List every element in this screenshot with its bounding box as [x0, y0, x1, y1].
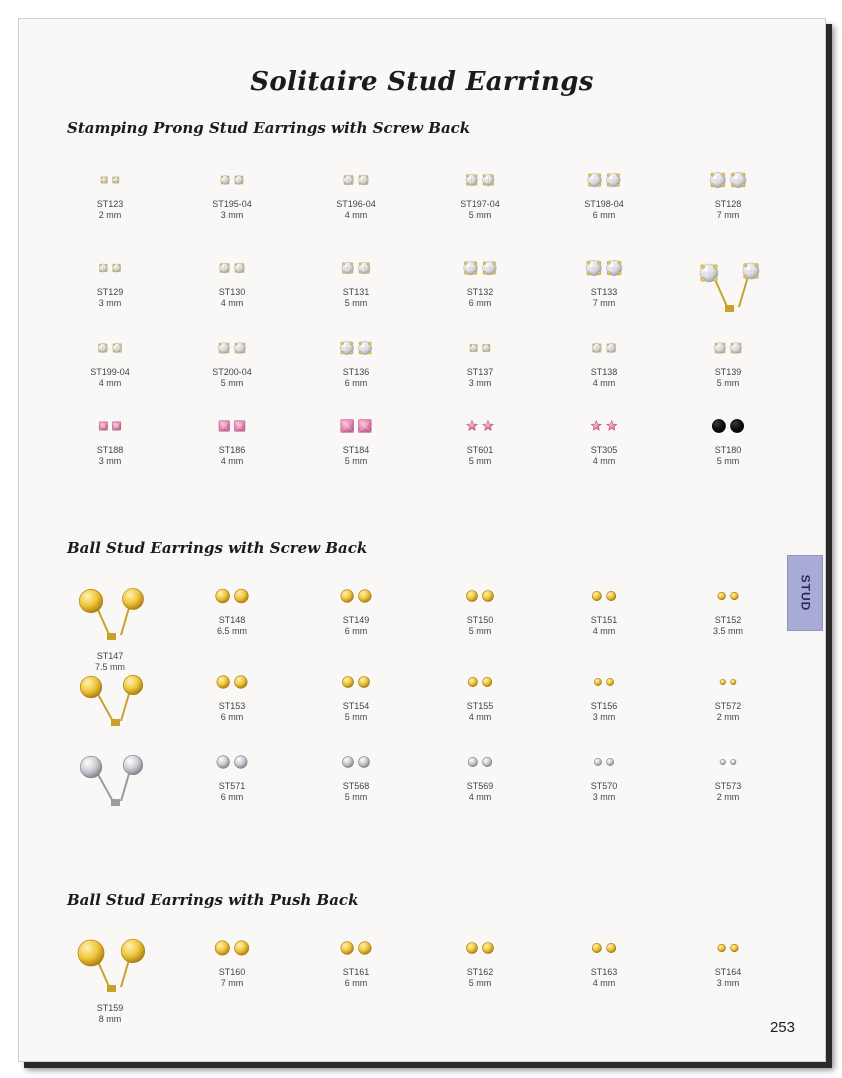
product-code: ST148: [218, 615, 246, 625]
product-code: ST573: [714, 781, 742, 791]
product-item-st136: [301, 333, 411, 389]
product-size: 2 mm: [98, 210, 122, 220]
section-title-ball-push-back: Ball Stud Earrings with Push Back: [67, 891, 359, 909]
product-size: 4 mm: [468, 712, 492, 722]
product-size: 4 mm: [592, 378, 616, 388]
product-item-st162: [425, 933, 535, 989]
product-code: ST186: [218, 445, 246, 455]
product-item-st130: [177, 253, 287, 309]
earring-image: [301, 667, 411, 697]
product-size: 3.5 mm: [712, 626, 743, 636]
product-size: 3 mm: [468, 378, 492, 388]
earring-image: [177, 333, 287, 363]
earring-image: [673, 933, 783, 963]
product-item-st155: [425, 667, 535, 723]
product-item-st186: [177, 411, 287, 467]
earring-image: [549, 581, 659, 611]
product-size: 7.5 mm: [94, 662, 125, 672]
earring-image: [177, 667, 287, 697]
product-size: 5 mm: [468, 978, 492, 988]
product-code: ST150: [466, 615, 494, 625]
earring-image: [177, 581, 287, 611]
product-size: 3 mm: [592, 712, 616, 722]
earring-image: [425, 411, 535, 441]
earring-image: [301, 411, 411, 441]
page-number: 253: [769, 1019, 795, 1036]
product-size: 5 mm: [716, 378, 740, 388]
page-title: Solitaire Stud Earrings: [250, 67, 594, 97]
product-item-st151: [549, 581, 659, 637]
product-code: ST132: [466, 287, 494, 297]
earring-image: [55, 253, 165, 283]
earring-image: [425, 333, 535, 363]
product-item-st188: [55, 411, 165, 467]
product-size: 7 mm: [592, 298, 616, 308]
product-size: 6 mm: [220, 712, 244, 722]
product-size: 6.5 mm: [216, 626, 247, 636]
product-size: 2 mm: [716, 712, 740, 722]
product-size: 3 mm: [220, 210, 244, 220]
product-code: ST188: [96, 445, 124, 455]
product-size: 4 mm: [468, 792, 492, 802]
product-code: ST152: [714, 615, 742, 625]
product-item-st197-04: [425, 165, 535, 221]
product-item-st138: [549, 333, 659, 389]
earring-image: [549, 747, 659, 777]
section-title-ball-screw-back: Ball Stud Earrings with Screw Back: [67, 539, 368, 557]
product-item-st137: [425, 333, 535, 389]
product-code: ST162: [466, 967, 494, 977]
earring-image: [673, 333, 783, 363]
product-size: 3 mm: [98, 298, 122, 308]
product-size: 5 mm: [716, 456, 740, 466]
earring-image: [425, 933, 535, 963]
earring-image: [673, 165, 783, 195]
earring-image: [55, 165, 165, 195]
earring-image: [301, 581, 411, 611]
product-item-st573: [673, 747, 783, 803]
product-code: ST163: [590, 967, 618, 977]
earring-image: [549, 667, 659, 697]
product-code: ST137: [466, 367, 494, 377]
earring-image: [177, 165, 287, 195]
product-item-st305: [549, 411, 659, 467]
product-item-st147: [55, 581, 165, 673]
earring-image: [55, 933, 165, 999]
earring-image: [301, 747, 411, 777]
product-size: 6 mm: [592, 210, 616, 220]
earring-image: [549, 253, 659, 283]
product-code: ST568: [342, 781, 370, 791]
product-item-st200-04: [177, 333, 287, 389]
product-size: 5 mm: [344, 456, 368, 466]
stud-tab-label: STUD: [798, 574, 813, 612]
product-size: 3 mm: [716, 978, 740, 988]
product-code: ST197-04: [460, 199, 500, 209]
product-code: ST149: [342, 615, 370, 625]
product-size: 5 mm: [344, 712, 368, 722]
earring-image: [549, 411, 659, 441]
product-code: ST154: [342, 701, 370, 711]
product-size: 6 mm: [344, 378, 368, 388]
product-size: 4 mm: [592, 626, 616, 636]
product-code: ST198-04: [584, 199, 624, 209]
product-code: ST570: [590, 781, 618, 791]
earring-image: [55, 411, 165, 441]
product-item-st129: [55, 253, 165, 309]
product-code: ST195-04: [212, 199, 252, 209]
product-size: 6 mm: [220, 792, 244, 802]
product-item-st131: [301, 253, 411, 309]
product-size: 5 mm: [468, 626, 492, 636]
product-code: ST196-04: [336, 199, 376, 209]
product-photo-side-view: [55, 667, 165, 733]
product-size: 4 mm: [220, 456, 244, 466]
product-size: 5 mm: [344, 792, 368, 802]
catalog-page: [18, 18, 826, 1062]
product-code: ST130: [218, 287, 246, 297]
product-code: ST572: [714, 701, 742, 711]
product-photo-side-view: [55, 747, 165, 813]
product-size: 3 mm: [592, 792, 616, 802]
product-size: 4 mm: [592, 978, 616, 988]
product-item-st139: [673, 333, 783, 389]
product-item-st132: [425, 253, 535, 309]
product-photo-side-view: [673, 253, 783, 319]
earring-image: [55, 747, 165, 813]
product-item-st195-04: [177, 165, 287, 221]
product-item-st159: [55, 933, 165, 1025]
product-item-st148: [177, 581, 287, 637]
product-size: 7 mm: [220, 978, 244, 988]
product-code: ST138: [590, 367, 618, 377]
earring-image: [673, 253, 783, 319]
product-code: ST199-04: [90, 367, 130, 377]
product-size: 4 mm: [592, 456, 616, 466]
product-code: ST129: [96, 287, 124, 297]
product-code: ST184: [342, 445, 370, 455]
product-code: ST601: [466, 445, 494, 455]
product-code: ST571: [218, 781, 246, 791]
product-item-st153: [177, 667, 287, 723]
product-code: ST161: [342, 967, 370, 977]
product-size: 5 mm: [468, 210, 492, 220]
product-item-st150: [425, 581, 535, 637]
earring-image: [673, 667, 783, 697]
product-item-st149: [301, 581, 411, 637]
product-item-st128: [673, 165, 783, 221]
product-item-st180: [673, 411, 783, 467]
product-size: 4 mm: [220, 298, 244, 308]
product-code: ST128: [714, 199, 742, 209]
earring-image: [301, 165, 411, 195]
product-code: ST153: [218, 701, 246, 711]
product-item-st572: [673, 667, 783, 723]
earring-image: [673, 411, 783, 441]
earring-image: [177, 747, 287, 777]
earring-image: [177, 411, 287, 441]
product-item-st570: [549, 747, 659, 803]
product-item-st164: [673, 933, 783, 989]
product-code: ST147: [96, 651, 124, 661]
earring-image: [549, 933, 659, 963]
earring-image: [425, 667, 535, 697]
product-size: 2 mm: [716, 792, 740, 802]
product-item-st123: [55, 165, 165, 221]
product-item-st601: [425, 411, 535, 467]
product-code: ST131: [342, 287, 370, 297]
product-size: 5 mm: [468, 456, 492, 466]
product-item-st568: [301, 747, 411, 803]
product-item-st156: [549, 667, 659, 723]
product-code: ST123: [96, 199, 124, 209]
product-item-st152: [673, 581, 783, 637]
earring-image: [177, 933, 287, 963]
product-code: ST136: [342, 367, 370, 377]
product-code: ST159: [96, 1003, 124, 1013]
earring-image: [55, 581, 165, 647]
product-item-st133: [549, 253, 659, 309]
earring-image: [55, 667, 165, 733]
product-code: ST139: [714, 367, 742, 377]
product-code: ST151: [590, 615, 618, 625]
product-size: 6 mm: [344, 626, 368, 636]
product-item-st184: [301, 411, 411, 467]
earring-image: [673, 581, 783, 611]
product-code: ST569: [466, 781, 494, 791]
product-item-st198-04: [549, 165, 659, 221]
earring-image: [55, 333, 165, 363]
earring-image: [301, 253, 411, 283]
product-size: 7 mm: [716, 210, 740, 220]
product-size: 4 mm: [344, 210, 368, 220]
product-size: 6 mm: [344, 978, 368, 988]
product-code: ST180: [714, 445, 742, 455]
product-size: 8 mm: [98, 1014, 122, 1024]
earring-image: [549, 165, 659, 195]
stud-section-tab[interactable]: [787, 555, 823, 631]
earring-image: [425, 581, 535, 611]
product-code: ST160: [218, 967, 246, 977]
earring-image: [549, 333, 659, 363]
earring-image: [301, 933, 411, 963]
product-size: 5 mm: [220, 378, 244, 388]
product-code: ST164: [714, 967, 742, 977]
product-size: 6 mm: [468, 298, 492, 308]
product-code: ST200-04: [212, 367, 252, 377]
product-code: ST155: [466, 701, 494, 711]
product-code: ST305: [590, 445, 618, 455]
product-item-st163: [549, 933, 659, 989]
earring-image: [425, 165, 535, 195]
earring-image: [425, 747, 535, 777]
product-code: ST156: [590, 701, 618, 711]
earring-image: [177, 253, 287, 283]
earring-image: [301, 333, 411, 363]
product-size: 4 mm: [98, 378, 122, 388]
product-size: 5 mm: [344, 298, 368, 308]
earring-image: [673, 747, 783, 777]
product-size: 3 mm: [98, 456, 122, 466]
product-item-st569: [425, 747, 535, 803]
product-code: ST133: [590, 287, 618, 297]
earring-image: [425, 253, 535, 283]
product-item-st571: [177, 747, 287, 803]
product-item-st161: [301, 933, 411, 989]
product-item-st154: [301, 667, 411, 723]
section-title-stamping-prong: Stamping Prong Stud Earrings with Screw Back: [67, 119, 471, 137]
product-item-st199-04: [55, 333, 165, 389]
product-item-st196-04: [301, 165, 411, 221]
product-item-st160: [177, 933, 287, 989]
